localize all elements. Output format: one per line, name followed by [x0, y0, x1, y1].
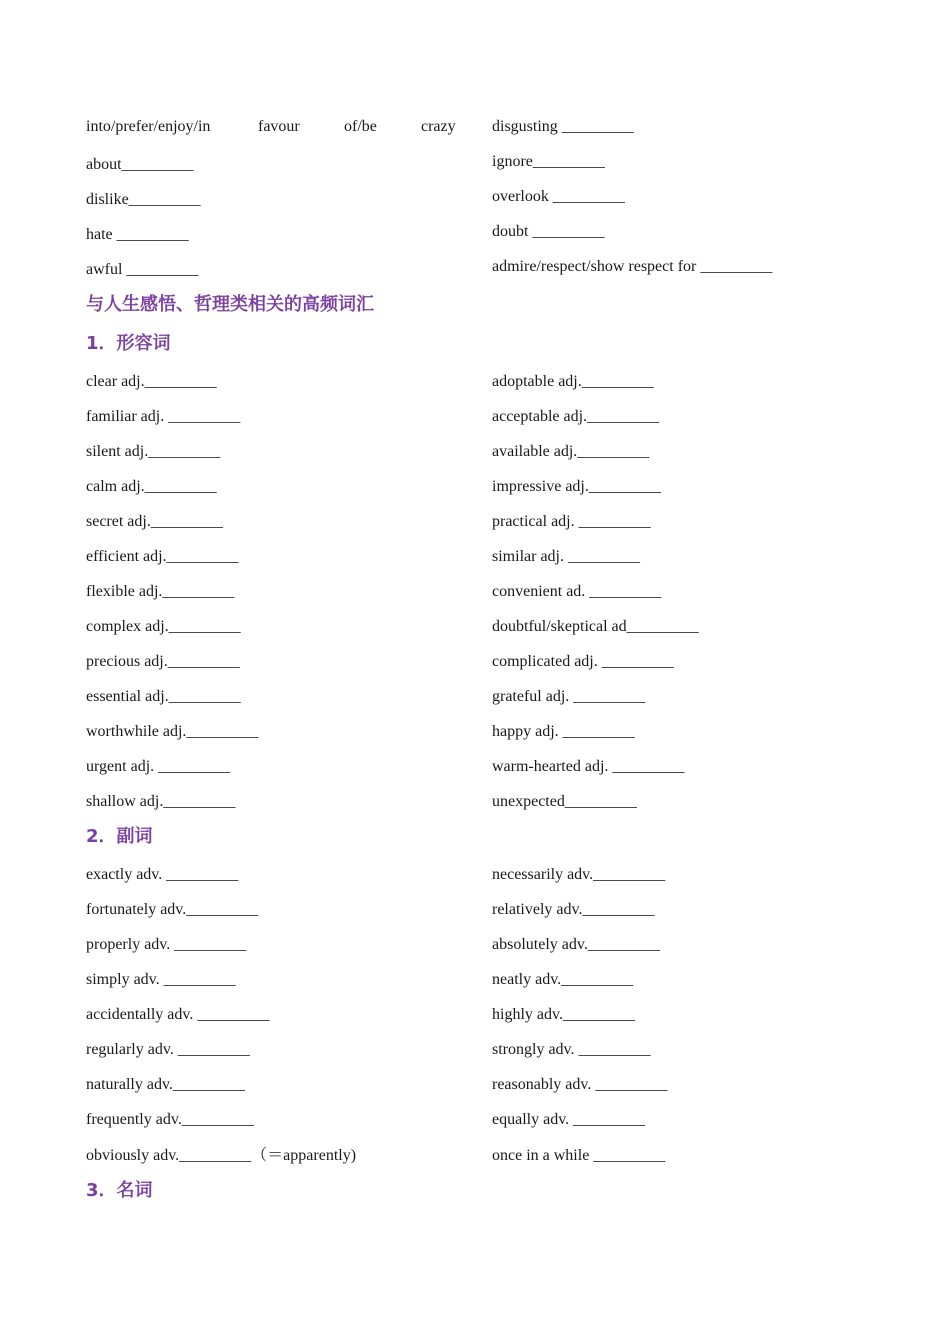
adjective-item: adoptable adj._________ [492, 373, 654, 390]
intro-word: favour [258, 118, 300, 135]
intro-word: of/be [344, 118, 377, 135]
intro-right-line: admire/respect/show respect for _________ [492, 258, 773, 275]
adjective-item: efficient adj._________ [86, 548, 239, 565]
intro-left-line: about_________ [86, 156, 194, 173]
intro-right-line: disgusting _________ [492, 118, 634, 135]
adjective-item: precious adj._________ [86, 653, 240, 670]
adjective-item: practical adj. _________ [492, 513, 651, 530]
adjectives-heading: 1．形容词 [86, 333, 171, 354]
adjective-item: happy adj. _________ [492, 723, 635, 740]
adverb-item: strongly adv. _________ [492, 1041, 651, 1058]
adverb-item: naturally adv._________ [86, 1076, 245, 1093]
adverb-item: exactly adv. _________ [86, 866, 239, 883]
adjective-item: convenient ad. _________ [492, 583, 662, 600]
adjective-item: doubtful/skeptical ad_________ [492, 618, 699, 635]
adjective-item: complex adj._________ [86, 618, 241, 635]
adverb-item: frequently adv._________ [86, 1111, 254, 1128]
adjective-item: unexpected_________ [492, 793, 637, 810]
intro-left-line: hate _________ [86, 226, 189, 243]
adjective-item: calm adj._________ [86, 478, 217, 495]
adjective-item: grateful adj. _________ [492, 688, 646, 705]
adverb-item: accidentally adv. _________ [86, 1006, 270, 1023]
adverb-item: simply adv. _________ [86, 971, 236, 988]
adverb-item: regularly adv. _________ [86, 1041, 250, 1058]
adjective-item: acceptable adj._________ [492, 408, 660, 425]
adverb-item: obviously adv._________（＝apparently) [86, 1147, 357, 1164]
adjective-item: clear adj._________ [86, 373, 217, 390]
intro-right-line: doubt _________ [492, 223, 605, 240]
adverb-item: highly adv._________ [492, 1006, 635, 1023]
adverb-item: absolutely adv._________ [492, 936, 660, 953]
adverb-item: fortunately adv._________ [86, 901, 259, 918]
adjective-item: shallow adj._________ [86, 793, 236, 810]
section-title: 与人生感悟、哲理类相关的高频词汇 [86, 294, 374, 315]
intro-left-line: dislike_________ [86, 191, 201, 208]
adverb-item: neatly adv._________ [492, 971, 634, 988]
intro-word: crazy [421, 118, 456, 135]
adjective-item: complicated adj. _________ [492, 653, 674, 670]
adjective-item: impressive adj._________ [492, 478, 661, 495]
adverb-item: necessarily adv._________ [492, 866, 666, 883]
intro-right-line: ignore_________ [492, 153, 605, 170]
adverb-item: relatively adv._________ [492, 901, 655, 918]
adjective-item: essential adj._________ [86, 688, 241, 705]
intro-right-line: overlook _________ [492, 188, 625, 205]
adjective-item: warm-hearted adj. _________ [492, 758, 685, 775]
adjective-item: secret adj._________ [86, 513, 223, 530]
adverb-item: properly adv. _________ [86, 936, 247, 953]
adjective-item: worthwhile adj._________ [86, 723, 259, 740]
adverb-item: once in a while _________ [492, 1147, 666, 1164]
adjective-item: silent adj._________ [86, 443, 221, 460]
adjective-item: urgent adj. _________ [86, 758, 231, 775]
adverb-item: equally adv. _________ [492, 1111, 646, 1128]
intro-word: into/prefer/enjoy/in [86, 118, 211, 135]
adjective-item: familiar adj. _________ [86, 408, 241, 425]
adjective-item: flexible adj._________ [86, 583, 235, 600]
adjective-item: available adj._________ [492, 443, 650, 460]
adverbs-heading: 2．副词 [86, 826, 153, 847]
adjective-item: similar adj. _________ [492, 548, 640, 565]
adverb-item: reasonably adv. _________ [492, 1076, 668, 1093]
nouns-heading: 3．名词 [86, 1180, 153, 1201]
intro-left-line: awful _________ [86, 261, 199, 278]
